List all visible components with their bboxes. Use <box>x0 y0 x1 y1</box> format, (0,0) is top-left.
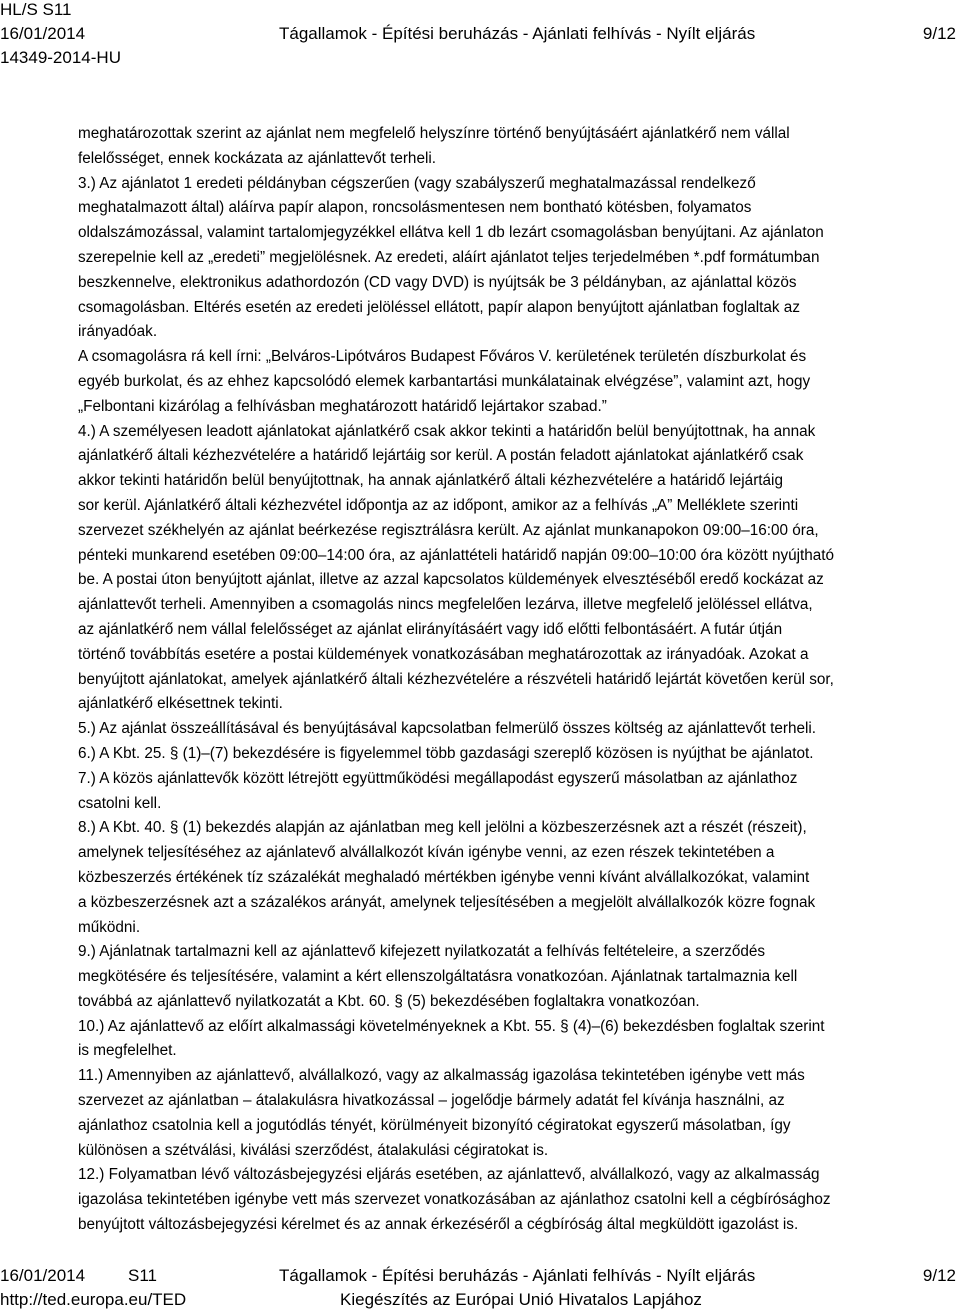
footer-page-number: 9/12 <box>922 1266 956 1285</box>
paragraph-8: 8.) A Kbt. 40. § (1) bekezdés alapján az ajánlatban meg kell jelölni a közbeszerzésnek azt a részét (részeit), amelynek teljesítéséhez az ajánlatevő alvállalkozót kíván igénybe venni, az ezen részek tekintetében a közbeszerzés értékének tíz százalékát meghaladó mértékben igénybe venni kívánt alvállalkozókat, valamint a közbeszerzésnek azt a százalékos arányát, amelynek teljesítésében a megjelölt alvállalkozók közre fognak működni. <box>78 819 816 936</box>
paragraph-12: 12.) Folyamatban lévő változásbejegyzési eljárás esetében, az ajánlattevő, alvállalkozó, vagy az alkalmasság igazolása tekintetében igénybe vett más szervezet vonatkozásában az ajánlathoz csatolni kell a cégbírósághoz benyújtott változásbejegyzési kérelmet és az annak érkezéséről a cégbíróság által megküldött igazolást is. <box>78 1166 831 1234</box>
paragraph-5: 5.) Az ajánlat összeállításával és benyújtásával kapcsolatban felmerülő összes költség az ajánlattevőt terheli. <box>78 720 817 738</box>
footer-url[interactable]: http://ted.europa.eu/TED <box>0 1290 187 1309</box>
paragraph-packaging: A csomagolásra rá kell írni: „Belváros-Lipótváros Budapest Főváros V. kerületének területén díszburkolat és egyéb burkolat, és az ehhez kapcsolódó elemek karbantartási munkálatainak elvégzése”, valamint azt, hogy „Felbontani kizárólag a felhívásban meghatározott határidő lejártakor szabad.” <box>78 348 811 415</box>
document-body <box>78 122 954 1238</box>
header-doc-code: HL/S S11 <box>0 0 72 19</box>
paragraph-11: 11.) Amennyiben az ajánlattevő, alvállalkozó, vagy az alkalmasság igazolása tekintetében igénybe vett más szervezet az ajánlatban – átalakulásra hivatkozással – jogelődje bármely adatát fel kívánja használni, az ajánlathoz csatolnia kell a jogutódlás tényét, körülményeit bizonyító cégiratokat egyszerű másolatban, így különösen a szétválási, kiválási szerződést, átalakulási cégiratokat is. <box>78 1067 805 1159</box>
footer-series: S11 <box>128 1266 157 1285</box>
footer-subtitle: Kiegészítés az Európai Unió Hivatalos Lapjához <box>340 1290 702 1309</box>
header-page-number: 9/12 <box>922 24 956 43</box>
paragraph-7: 7.) A közös ajánlattevők között létrejött együttműködési megállapodást egyszerű másolatban az ajánlathoz csatolni kell. <box>78 769 798 812</box>
paragraph-6: 6.) A Kbt. 25. § (1)–(7) bekezdésére is figyelemmel több gazdasági szereplő közösen is nyújthat be ajánlatot. <box>78 744 814 762</box>
header-date: 16/01/2014 <box>0 24 86 43</box>
header-title: Tágallamok - Építési beruházás - Ajánlati felhívás - Nyílt eljárás <box>279 24 756 43</box>
paragraph-3: 3.) Az ajánlatot 1 eredeti példányban cégszerűen (vagy szabályszerű meghatalmazással rendelkező meghatalmazott által) aláírva papír alapon, roncsolásmentesen nem bontható kötésben, folyamatos oldalszámozással, valamint tartalomjegyzékkel ellátva kell 1 db lezárt csomagolásban benyújtani. Az ajánlaton szerepelnie kell az „eredeti” megjelölésnek. Az eredeti, aláírt ajánlatot teljes terjedelmében *.pdf formátumban beszkennelve, elektronikus adathordozón (CD vagy DVD) is nyújtsák be 3 példányban, az ajánlattal közös csomagolásban. Eltérés esetén az eredeti jelöléssel ellátott, papír alapon benyújtott ajánlatban foglaltak az irányadóak. <box>78 174 824 341</box>
paragraph-4: 4.) A személyesen leadott ajánlatokat ajánlatkérő csak akkor tekinti a határidőn belül benyújtottnak, ha annak ajánlatkérő általi kézhezvételére a határidő lejártáig sor kerül. A postán feladott ajánlatokat ajánlatkérő csak akkor tekinti határidőn belül benyújtottnak, ha annak ajánlatkérő általi kézhezvételére a határidő lejártáig sor kerül. Ajánlatkérő általi kézhezvétel időpontja az az időpont, amikor az a felhívás „A” Melléklete szerinti szervezet székhelyén az ajánlat beérkezése regisztrálásra került. Az ajánlat munkanapokon 09:00–16:00 óra, pénteki munkarend esetében 09:00–14:00 óra, az ajánlattételi határidő napján 09:00–10:00 óra között nyújtható be. A postai úton benyújtott ajánlat, illetve az azzal kapcsolatos küldemények elvesztéséből eredő kockázat az ajánlattevőt terheli. Amennyiben a csomagolás nincs megfelelően lezárva, illetve megfelelő jelöléssel ellátva, az ajánlatkérő nem vállal felelősséget az ajánlat elirányításáért vagy idő előtti felbontásáért. A futár útján történő továbbítás esetére a postai küldemények vonatkozásában meghatározottak az irányadóak. Azokat a benyújtott ajánlatokat, amelyek ajánlatkérő általi kézhezvételére a részvételi határidő lejártát követően kerül sor, ajánlatkérő elkésettnek tekinti. <box>78 422 835 713</box>
paragraph-10: 10.) Az ajánlattevő az előírt alkalmassági követelményeknek a Kbt. 55. § (4)–(6) bekezdésben foglaltak szerint is megfelelhet. <box>78 1017 825 1060</box>
paragraph-9: 9.) Ajánlatnak tartalmazni kell az ajánlattevő kifejezett nyilatkozatát a felhívás feltételeire, a szerződés megkötésére és teljesítésére, valamint a kért ellenszolgáltatásra vonatkozóan. Ajánlatnak tartalmaznia kell továbbá az ajánlattevő nyilatkozatát a Kbt. 60. § (5) bekezdésében foglaltakra vonatkozóan. <box>78 943 798 1010</box>
header-notice-id: 14349-2014-HU <box>0 48 121 67</box>
footer-title: Tágallamok - Építési beruházás - Ajánlati felhívás - Nyílt eljárás <box>279 1266 756 1285</box>
footer-date: 16/01/2014 <box>0 1266 86 1285</box>
paragraph-continuation: meghatározottak szerint az ajánlat nem megfelelő helyszínre történő benyújtásáért ajánlatkérő nem vállal felelősséget, ennek kockázata az ajánlattevőt terheli. <box>78 125 790 167</box>
